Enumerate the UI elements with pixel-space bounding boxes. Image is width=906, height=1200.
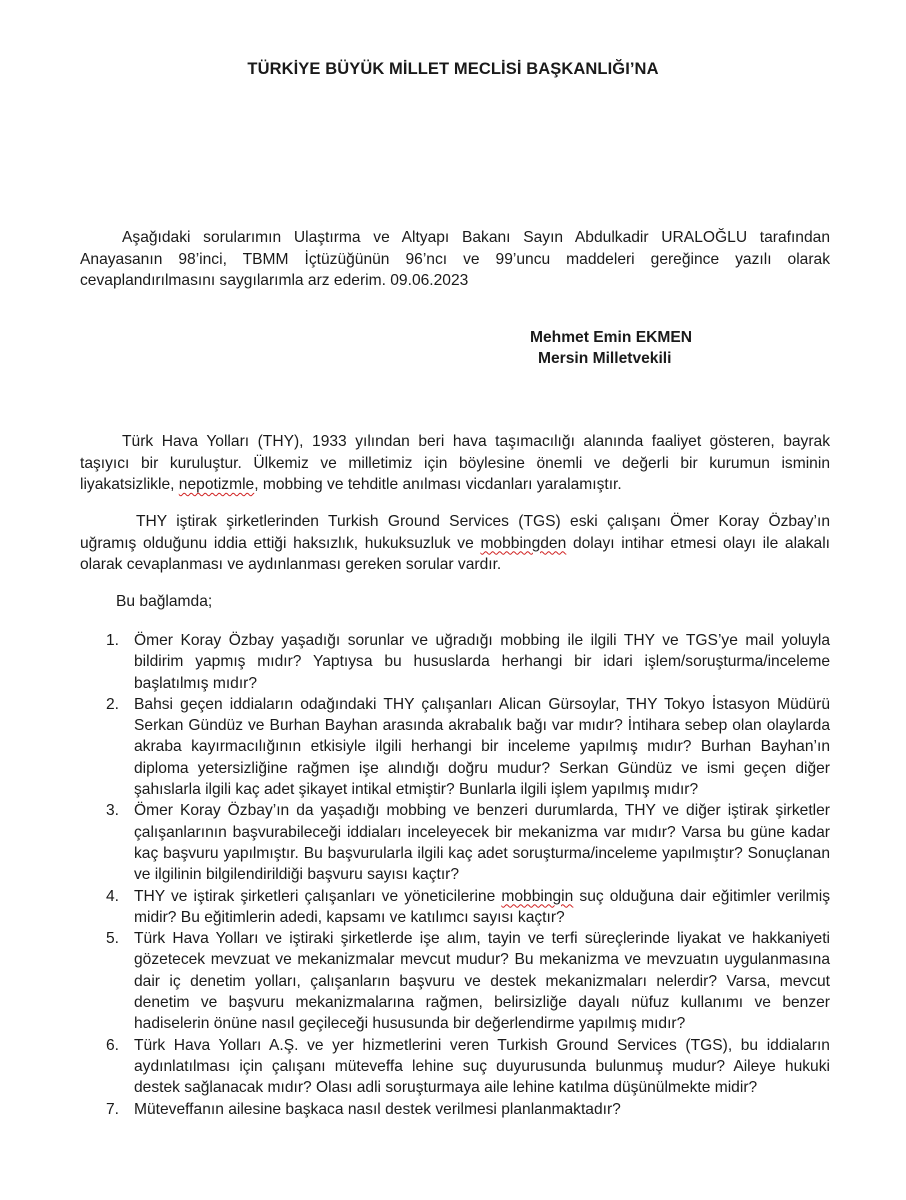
question-number: 7. bbox=[106, 1100, 120, 1118]
question-text-b: suç olduğuna dair eğitimler verilmiş midir? Bu eğitimlerin adedi, kapsamı ve katılımcı sayısı kaçtır? bbox=[134, 887, 831, 926]
question-text: Ömer Koray Özbay’ın da yaşadığı mobbing ve benzeri durumlarda, THY ve diğer iştirak şirketler çalışanlarının başvurabileceği iddiaları inceleyecek bir mekanizma var mıdır? Varsa bu güne kadar kaç başvuru yapılmıştır. Bu başvurularla ilgili kaç adet soruşturma/inceleme yapılmıştır? Sonuçlanan ve ilgilinin bilgilendirildiği başvuru sayısı kaçtır? bbox=[134, 802, 830, 884]
question-item bbox=[80, 1099, 830, 1120]
p1-text-b: , mobbing ve tehditle anılması vicdanları yaralamıştır. bbox=[254, 476, 622, 493]
p2-text-b: dolayı intihar etmesi olayı ile alakalı olarak cevaplanması ve aydınlanması gereken sorular vardır. bbox=[80, 534, 830, 573]
question-item bbox=[80, 928, 830, 1034]
question-text: Türk Hava Yolları A.Ş. ve yer hizmetlerini veren Turkish Ground Services (TGS), bu iddiaların aydınlatılması için çalışanı müteveffa lehine suç duyurusunda bulunmuş mudur? Aileye hukuki destek sağlanacak mıdır? Olası adli soruşturmaya aile lehine katılma düşünülmekte midir? bbox=[134, 1036, 830, 1097]
question-list bbox=[80, 630, 830, 1120]
question-number: 3. bbox=[106, 802, 120, 820]
p1-text-a: Türk Hava Yolları (THY), 1933 yılından beri hava taşımacılığı alanında faaliyet gösteren, bayrak taşıyıcı bir kuruluştur. Ülkemiz ve milletimiz için böylesine önemli ve değerli bir kurumun isminin liyakatsizlikle, bbox=[80, 433, 830, 493]
p1-spellcheck-word: nepotizmle bbox=[178, 476, 255, 493]
question-item bbox=[80, 886, 830, 929]
question-number: 4. bbox=[106, 887, 120, 905]
question-item bbox=[80, 694, 830, 800]
body-paragraph-1 bbox=[80, 431, 830, 496]
question-text: Müteveffanın ailesine başkaca nasıl destek verilmesi planlanmaktadır? bbox=[134, 1100, 621, 1118]
signatory-name: Mehmet Emin EKMEN bbox=[530, 329, 693, 346]
question-item bbox=[80, 800, 830, 885]
question-number: 5. bbox=[106, 930, 120, 948]
signatory-role: Mersin Milletvekili bbox=[538, 350, 672, 367]
question-text: Ömer Koray Özbay yaşadığı sorunlar ve uğradığı mobbing ile ilgili THY ve TGS’ye mail yoluyla bildirim yapmış mıdır? Yaptıysa bu hususlarda herhangi bir idari işlem/soruşturma/inceleme başlatılmış mıdır? bbox=[134, 632, 830, 692]
lead-in-text: Bu bağlamda; bbox=[116, 593, 213, 610]
page-title: TÜRKİYE BÜYÜK MİLLET MECLİSİ BAŞKANLIĞI’NA bbox=[247, 60, 659, 78]
question-item bbox=[80, 1035, 830, 1099]
body-paragraph-2 bbox=[80, 511, 830, 576]
intro-paragraph: Aşağıdaki sorularımın Ulaştırma ve Altyapı Bakanı Sayın Abdulkadir URALOĞLU tarafından Anayasanın 98’inci, TBMM İçtüzüğünün 96’ncı ve 99’uncu maddeleri gereğince yazılı olarak cevaplandırılmasını saygılarımla arz ederim. 09.06.2023 bbox=[80, 229, 830, 289]
p2-spellcheck-word: mobbingden bbox=[480, 534, 567, 552]
question-number: 6. bbox=[106, 1036, 120, 1054]
question-number: 2. bbox=[106, 695, 120, 713]
question-text-a: THY ve iştirak şirketleri çalışanları ve yöneticilerine bbox=[134, 887, 502, 905]
question-text: Bahsi geçen iddiaların odağındaki THY çalışanları Alican Gürsoylar, THY Tokyo İstasyon Müdürü Serkan Gündüz ve Burhan Bayhan arasında akrabalık bağı var mıdır? İntihara sebep olan olaylarda akraba kayırmacılığının etkisiyle ilgili herhangi bir inceleme yapılmış mıdır? Burhan Bayhan’ın diploma yetersizliğine rağmen işe alındığı doğru mudur? Serkan Gündüz ve ismi geçen diğer şahıslarla ilgili kaç adet şikayet intikal etmiştir? Bunlarla ilgili işlem yapılmış mıdır? bbox=[134, 695, 830, 799]
question-text: Türk Hava Yolları ve iştiraki şirketlerde işe alım, tayin ve terfi süreçlerinde liyakat ve hakkaniyeti gözetecek mevzuat ve mekanizmalar mevcut mudur? Bu mekanizma ve mevzuatın uygulanmasına dair iç denetim yolları, çalışanların başvuru ve destek mekanizmaları nelerdir? Varsa, mevcut denetim ve başvuru mekanizmalarına rağmen, belirsizliğe dayalı nüfuz kullanımı ve benzer hadiselerin önüne nasıl geçileceği hususunda bir değerlendirme yapılmış mıdır? bbox=[134, 930, 830, 1033]
question-number: 1. bbox=[106, 632, 120, 649]
question-item bbox=[80, 630, 830, 694]
question-spellcheck-word: mobbingin bbox=[501, 887, 574, 905]
p2-text-a: THY iştirak şirketlerinden Turkish Ground Services (TGS) eski çalışanı Ömer Koray Özbay’ın uğramış olduğunu iddia ettiği haksızlık, hukuksuzluk ve bbox=[80, 513, 830, 552]
